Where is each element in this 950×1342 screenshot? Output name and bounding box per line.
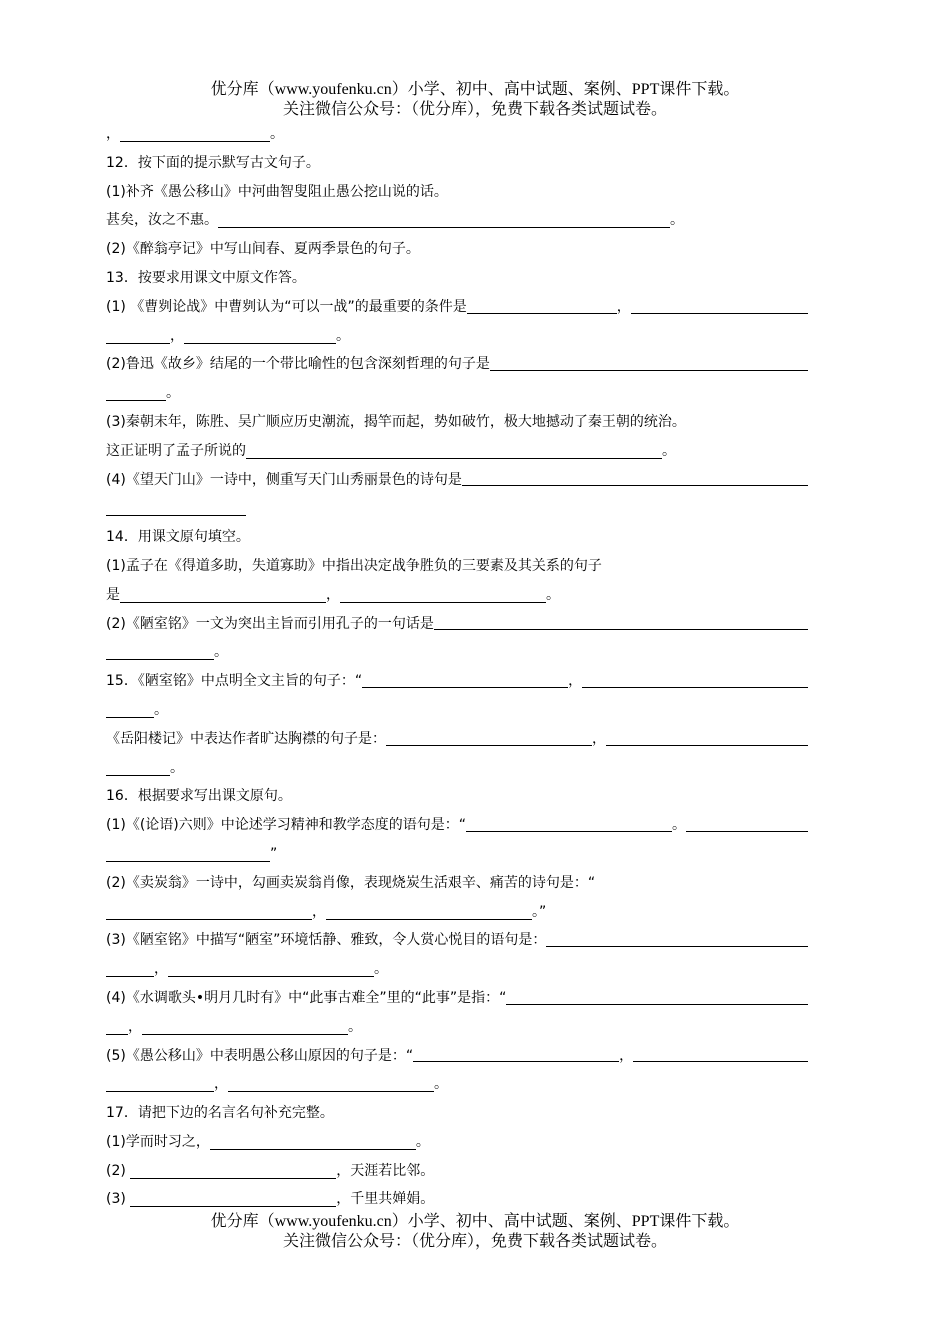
punct: ，	[214, 1076, 228, 1093]
answer-blank[interactable]	[106, 700, 154, 718]
punct: 。	[154, 701, 168, 718]
answer-blank[interactable]	[142, 1017, 348, 1035]
q13-prompt-2-text: (2)鲁迅《故乡》结尾的一个带比喻性的包含深刻哲理的句子是	[106, 356, 490, 373]
q14-prompt-1-cont	[106, 581, 808, 610]
punct: 。	[336, 327, 350, 344]
q14-prompt-2-text: (2)《陋室铭》一文为突出主旨而引用孔子的一句话是	[106, 615, 434, 632]
q16-prompt-4	[106, 984, 808, 1013]
q12-line-1-text: 甚矣，汝之不惠。	[106, 212, 218, 229]
answer-blank[interactable]	[467, 296, 617, 314]
q16-prompt-4-cont	[106, 1013, 808, 1042]
q16-prompt-1-text: (1)《(论语)六则》中论述学习精神和教学态度的语句是：“	[106, 817, 467, 834]
punct: 。	[348, 1018, 362, 1035]
q13-prompt-3: (3)秦朝末年，陈胜、吴广顺应历史潮流，揭竿而起，势如破竹，极大地撼动了秦王朝的统治。	[106, 413, 686, 430]
q17-prompt-2	[106, 1157, 808, 1186]
q12-line-1	[106, 206, 808, 235]
answer-blank[interactable]	[184, 326, 336, 344]
q17-prompt-3-label: (3)	[106, 1191, 131, 1208]
footer-line-1: 优分库（www.youfenku.cn）小学、初中、高中试题、案例、PPT课件下载。	[210, 1213, 740, 1230]
q16-prompt-5-cont	[106, 1070, 808, 1099]
q12-prompt-1: (1)补齐《愚公移山》中河曲智叟阻止愚公挖山说的话。	[106, 183, 448, 200]
answer-blank[interactable]	[326, 902, 532, 920]
q13-prompt-1	[106, 293, 808, 322]
q15-prompt-2	[106, 725, 808, 754]
answer-blank[interactable]	[210, 1132, 416, 1150]
exercise-content	[106, 120, 808, 1214]
answer-blank[interactable]	[168, 959, 374, 977]
punct: 。	[374, 961, 388, 978]
punct: ，	[312, 903, 326, 920]
q14-prompt-1: (1)孟子在《得道多助，失道寡助》中指出决定战争胜负的三要素及其关系的句子	[106, 557, 602, 574]
q16-prompt-3-text: (3)《陋室铭》中描写“陋室”环境恬静、雅致，令人赏心悦目的语句是：	[106, 932, 547, 949]
punct: 。	[415, 1133, 430, 1150]
punct: ，	[326, 586, 340, 603]
answer-blank[interactable]	[246, 441, 662, 459]
q16-title: 16．根据要求写出课文原句。	[106, 788, 292, 805]
q16-prompt-2: (2)《卖炭翁》一诗中，勾画卖炭翁肖像，表现烧炭生活艰辛、痛苦的诗句是：“	[106, 874, 596, 891]
q14-prompt-1-text: 是	[106, 586, 120, 603]
punct: ，	[128, 1018, 142, 1035]
answer-blank[interactable]	[106, 758, 170, 776]
q12-prompt-2: (2)《醉翁亭记》中写山间春、夏两季景色的句子。	[106, 241, 420, 258]
q14-prompt-2	[106, 610, 808, 639]
q15-prompt-2-cont	[106, 754, 808, 783]
q16-prompt-5-text: (5)《愚公移山》中表明愚公移山原因的句子是：“	[106, 1047, 414, 1064]
answer-blank[interactable]	[228, 1074, 434, 1092]
q13-prompt-3-cont	[106, 437, 808, 466]
punct: 。	[672, 817, 687, 834]
q14-title: 14．用课文原句填空。	[106, 529, 250, 546]
q15-prompt-1-text: 15．《陋室铭》中点明全文主旨的句子：“	[106, 673, 363, 690]
punct: ，	[170, 327, 184, 344]
q13-prompt-4-text: (4)《望天门山》一诗中，侧重写天门山秀丽景色的诗句是	[106, 471, 462, 488]
footer-line-2: 关注微信公众号：（优分库），免费下载各类试题试卷。	[282, 1233, 667, 1250]
q13-prompt-4-cont	[106, 494, 808, 523]
q13-prompt-2-cont	[106, 379, 808, 408]
punct: 。	[434, 1076, 448, 1093]
page-header	[0, 80, 950, 120]
q16-prompt-3	[106, 926, 808, 955]
header-line-1: 优分库（www.youfenku.cn）小学、初中、高中试题、案例、PPT课件下载。	[210, 81, 740, 98]
answer-blank[interactable]	[340, 585, 546, 603]
punct: 。	[166, 385, 180, 402]
answer-blank[interactable]	[106, 1017, 128, 1035]
q13-prompt-2	[106, 350, 808, 379]
answer-blank[interactable]	[130, 1189, 336, 1207]
punct: 。	[170, 759, 184, 776]
punct: 。	[670, 212, 684, 229]
punct: 。	[546, 586, 560, 603]
answer-blank[interactable]	[106, 383, 166, 401]
answer-blank[interactable]	[466, 814, 672, 832]
punct: 。	[662, 442, 676, 459]
answer-blank[interactable]	[686, 814, 808, 832]
q15-prompt-1-cont	[106, 696, 808, 725]
answer-blank[interactable]	[362, 670, 568, 688]
q17-prompt-2-label: (2)	[106, 1162, 131, 1179]
answer-blank[interactable]	[120, 585, 326, 603]
q14-prompt-2-cont	[106, 638, 808, 667]
answer-blank[interactable]	[413, 1044, 619, 1062]
q13-prompt-4	[106, 466, 808, 495]
q11-tail	[106, 120, 808, 149]
q15-prompt-1	[106, 667, 808, 696]
q13-prompt-3-text: 这正证明了孟子所说的	[106, 442, 246, 459]
answer-blank[interactable]	[506, 987, 808, 1005]
answer-blank[interactable]	[120, 124, 270, 142]
answer-blank[interactable]	[106, 902, 312, 920]
punct: ，	[619, 1047, 634, 1064]
q16-prompt-1	[106, 811, 808, 840]
q16-prompt-5	[106, 1042, 808, 1071]
punct: 。”	[532, 903, 547, 920]
answer-blank[interactable]	[582, 670, 808, 688]
q17-prompt-2-text: ，天涯若比邻。	[336, 1162, 435, 1179]
page-footer	[0, 1212, 950, 1252]
q13-prompt-1-cont	[106, 322, 808, 351]
answer-blank[interactable]	[633, 1044, 808, 1062]
answer-blank[interactable]	[218, 210, 670, 228]
answer-blank[interactable]	[490, 353, 808, 371]
q16-prompt-4-text: (4)《水调歌头•明月几时有》中“此事古难全”里的“此事”是指：“	[106, 989, 507, 1006]
punct: ，	[592, 730, 606, 747]
answer-blank[interactable]	[462, 468, 808, 486]
header-line-2: 关注微信公众号：（优分库），免费下载各类试题试卷。	[282, 101, 667, 118]
q15-prompt-2-text: 《岳阳楼记》中表达作者旷达胸襟的句子是：	[106, 730, 386, 747]
answer-blank[interactable]	[106, 498, 246, 516]
answer-blank[interactable]	[606, 728, 808, 746]
answer-blank[interactable]	[546, 929, 808, 947]
punct: ，	[616, 298, 631, 315]
answer-blank[interactable]	[631, 296, 808, 314]
q17-prompt-3-text: ，千里共婵娟。	[336, 1191, 435, 1208]
punct: ，	[154, 961, 168, 978]
q12-title: 12．按下面的提示默写古文句子。	[106, 154, 320, 171]
answer-blank[interactable]	[386, 728, 592, 746]
q16-prompt-1-cont	[106, 840, 808, 869]
answer-blank[interactable]	[106, 326, 170, 344]
answer-blank[interactable]	[130, 1161, 336, 1179]
answer-blank[interactable]	[106, 959, 154, 977]
punct: 。	[270, 126, 284, 142]
punct: ，	[568, 673, 583, 690]
q13-prompt-1-text: (1) 《曹刿论战》中曹刿认为“可以一战”的最重要的条件是	[106, 298, 467, 315]
q13-title: 13．按要求用课文中原文作答。	[106, 269, 306, 286]
answer-blank[interactable]	[106, 1074, 214, 1092]
answer-blank[interactable]	[106, 642, 214, 660]
q17-title: 17．请把下边的名言名句补充完整。	[106, 1105, 334, 1122]
punct: ，	[106, 126, 120, 142]
q17-prompt-1	[106, 1128, 808, 1157]
q17-prompt-1-text: (1)学而时习之，	[106, 1133, 210, 1150]
q17-prompt-3	[106, 1185, 808, 1214]
answer-blank[interactable]	[434, 612, 808, 630]
q16-prompt-3-cont	[106, 955, 808, 984]
punct: 。	[214, 644, 228, 661]
answer-blank[interactable]	[106, 844, 270, 862]
punct: ”	[270, 845, 278, 862]
q16-prompt-2-cont	[106, 898, 808, 927]
